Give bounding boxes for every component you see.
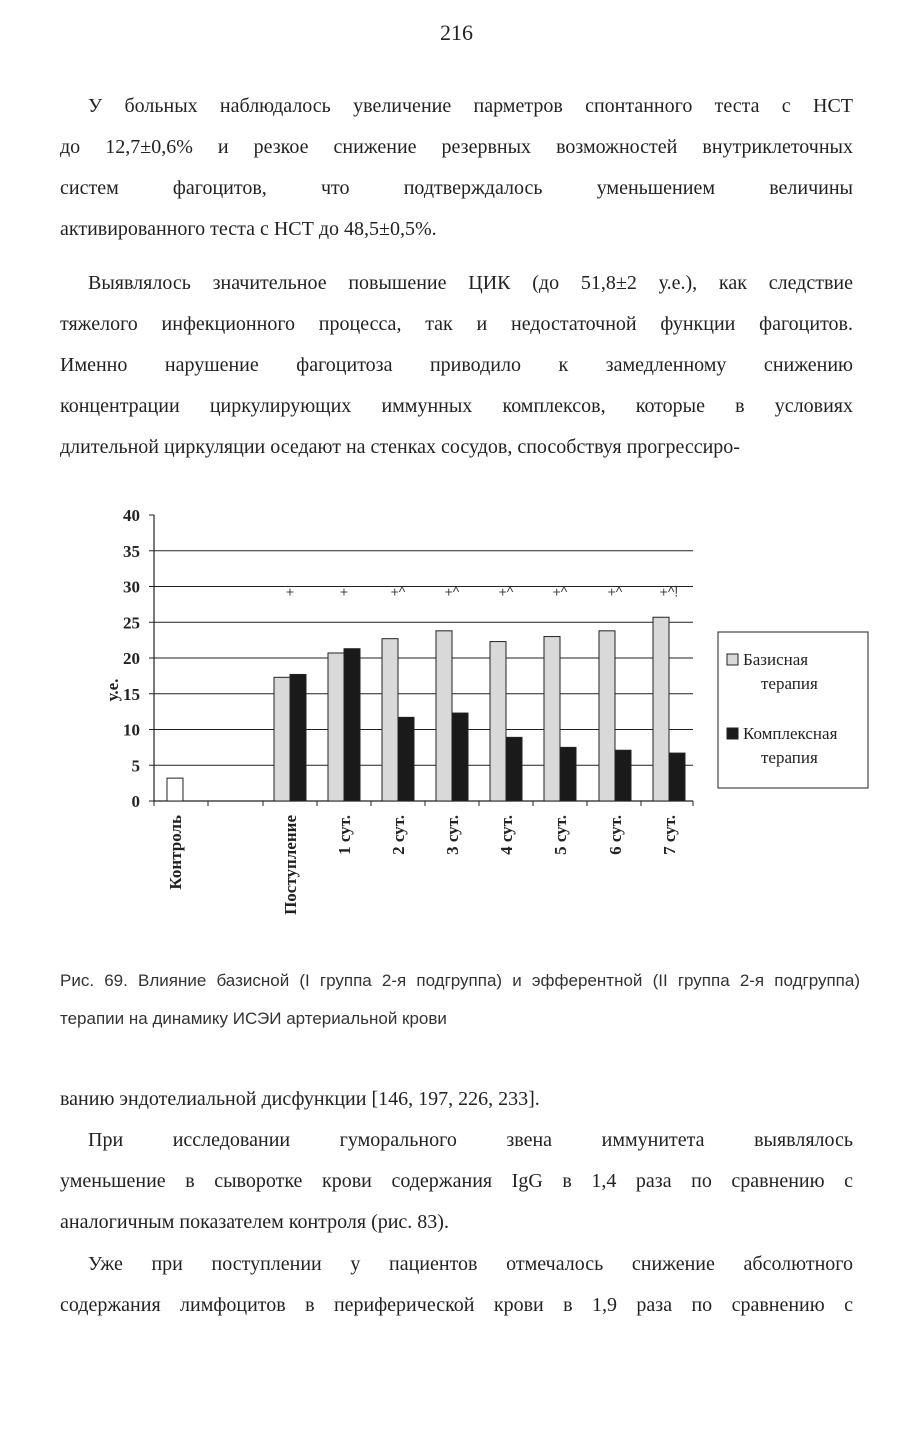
bar-complex xyxy=(398,717,414,801)
bar-basic xyxy=(274,677,290,801)
legend-label: терапия xyxy=(761,674,818,693)
paragraph-5 xyxy=(60,1244,853,1326)
bar-basic xyxy=(544,637,560,801)
significance-mark: + xyxy=(339,583,349,600)
legend-label: Базисная xyxy=(743,650,809,669)
y-tick-label: 25 xyxy=(123,613,140,633)
caption-line: Рис. 69. Влияние базисной (I группа 2-я подгруппа) и эфферентной (II группа 2-я подгруппа) xyxy=(60,971,860,990)
significance-mark: + xyxy=(285,583,295,600)
significance-mark: +^ xyxy=(444,583,460,600)
text-line: У больных наблюдалось увеличение парметров спонтанного теста с НСТ xyxy=(88,95,853,117)
paragraph-2 xyxy=(60,263,853,468)
legend-swatch xyxy=(727,728,738,739)
x-tick-label: 1 сут. xyxy=(335,815,354,855)
significance-mark: +^ xyxy=(498,583,514,600)
text-line: ванию эндотелиальной дисфункции [146, 197, 226, 233]. xyxy=(60,1088,540,1110)
text-line: до 12,7±0,6% и резкое снижение резервных возможностей внутриклеточных xyxy=(60,136,853,158)
caption-line: терапии на динамику ИСЭИ артериальной крови xyxy=(60,1009,447,1028)
text-line: Уже при поступлении у пациентов отмечалось снижение абсолютного xyxy=(88,1253,853,1275)
paragraph-4 xyxy=(60,1120,853,1243)
x-tick-label: 7 сут. xyxy=(660,815,679,855)
text-line: Выявлялось значительное повышение ЦИК (до 51,8±2 у.е.), как следствие xyxy=(88,272,853,294)
legend-label: терапия xyxy=(761,748,818,767)
y-tick-label: 10 xyxy=(123,720,140,740)
legend-label: Комплексная xyxy=(743,724,838,743)
bar-complex xyxy=(615,750,631,801)
y-tick-label: 40 xyxy=(123,506,140,525)
bar-complex xyxy=(669,753,685,801)
page-number: 216 xyxy=(440,20,473,45)
bar-complex xyxy=(290,674,306,801)
paragraph-1 xyxy=(60,86,853,250)
text-line: длительной циркуляции оседают на стенках сосудов, способствуя прогрессиро- xyxy=(60,436,740,458)
bar-basic xyxy=(653,617,669,801)
y-tick-label: 30 xyxy=(123,577,140,597)
text-line: аналогичным показателем контроля (рис. 83). xyxy=(60,1211,449,1233)
x-tick-label: 5 сут. xyxy=(551,815,570,855)
paragraph-3 xyxy=(60,1079,853,1120)
y-tick-label: 15 xyxy=(123,684,140,704)
text-line: концентрации циркулирующих иммунных комплексов, которые в условиях xyxy=(60,395,853,417)
y-tick-label: 5 xyxy=(131,756,140,776)
text-line: Именно нарушение фагоцитоза приводило к замедленному снижению xyxy=(60,354,853,376)
bar-complex xyxy=(452,713,468,801)
significance-mark: +^! xyxy=(659,583,679,600)
x-tick-label: Контроль xyxy=(166,815,185,890)
y-tick-label: 35 xyxy=(123,541,140,561)
bar-basic xyxy=(382,639,398,801)
legend-swatch xyxy=(727,654,738,665)
figure-caption xyxy=(60,962,860,1038)
x-tick-label: 4 сут. xyxy=(497,815,516,855)
x-tick-label: 6 сут. xyxy=(606,815,625,855)
text-line: активированного теста с НСТ до 48,5±0,5%. xyxy=(60,218,437,240)
bar-control xyxy=(167,778,183,801)
bar-complex xyxy=(344,649,360,801)
text-line: тяжелого инфекционного процесса, так и недостаточной функции фагоцитов. xyxy=(60,313,853,335)
significance-mark: +^ xyxy=(552,583,568,600)
y-axis-label: у.е. xyxy=(103,678,122,702)
y-tick-label: 20 xyxy=(123,649,140,668)
text-line: содержания лимфоцитов в периферической крови в 1,9 раза по сравнению с xyxy=(60,1294,853,1316)
text-line: систем фагоцитов, что подтверждалось уменьшением величины xyxy=(60,177,853,199)
x-tick-label: 3 сут. xyxy=(443,815,462,855)
bar-complex xyxy=(506,737,522,801)
significance-mark: +^ xyxy=(390,583,406,600)
bar-basic xyxy=(436,631,452,801)
bar-basic xyxy=(490,642,506,801)
significance-mark: +^ xyxy=(607,583,623,600)
bar-chart xyxy=(100,500,875,950)
text-line: При исследовании гуморального звена иммунитета выявлялось xyxy=(88,1129,853,1151)
text-line: уменьшение в сыворотке крови содержания IgG в 1,4 раза по сравнению с xyxy=(60,1170,853,1192)
bar-complex xyxy=(560,747,576,801)
bar-basic xyxy=(328,653,344,801)
x-tick-label: 2 сут. xyxy=(389,815,408,855)
bar-basic xyxy=(599,631,615,801)
x-tick-label: Поступление xyxy=(281,815,300,915)
y-tick-label: 0 xyxy=(131,792,140,811)
